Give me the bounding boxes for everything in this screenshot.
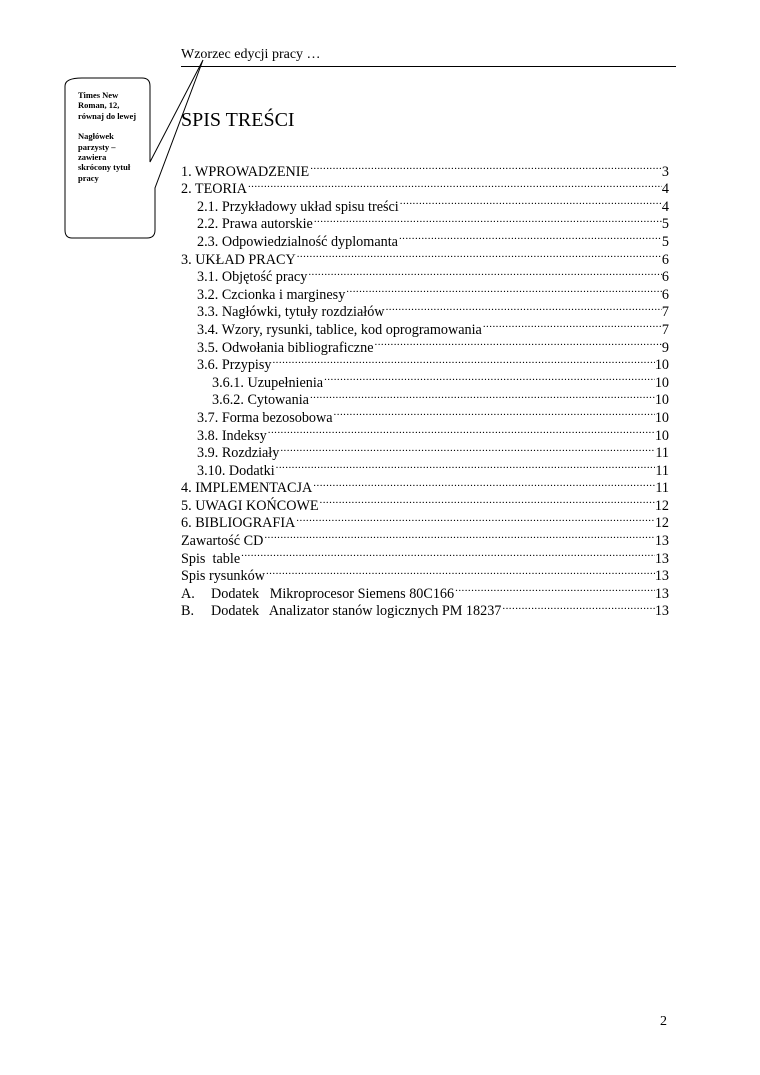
toc-entry-label: 1. WPROWADZENIE [181,163,310,180]
toc-entry-label: Zawartość CD [181,533,264,550]
toc-entry-label: 3.9. Rozdziały [197,445,280,462]
toc-leader-dots [399,193,662,211]
toc-leader-dots [295,510,655,528]
toc-entry[interactable] [181,158,669,180]
toc-leader-dots [267,422,655,440]
toc-leader-dots [454,580,655,598]
toc-leader-dots [333,404,655,422]
appendix-letter: A. [181,585,195,602]
toc-entry-page: 11 [655,462,669,479]
table-of-contents [181,158,669,620]
toc-entry-page: 13 [654,533,669,550]
toc-leader-dots [312,475,655,493]
toc-entry-label: 2.1. Przykładowy układ spisu treści [197,198,399,215]
toc-entry-label: Spis table [181,550,241,567]
toc-entry[interactable] [181,176,669,198]
toc-entry[interactable] [181,563,669,585]
toc-entry-label: 3.6.2. Cytowania [212,392,309,409]
toc-entry-page: 13 [654,550,669,567]
toc-entry-label: 4. IMPLEMENTACJA [181,480,313,497]
toc-entry-label: 3.5. Odwołania bibliograficzne [197,339,374,356]
toc-entry-label: Dodatek Analizator stanów logicznych PM 18237 [211,603,502,620]
toc-entry-page: 10 [654,409,669,426]
callout-text [78,90,138,183]
toc-entry-page: 13 [654,603,669,620]
toc-leader-dots [313,211,662,229]
toc-entry-label: 3.10. Dodatki [197,462,275,479]
toc-entry-page: 7 [661,321,669,338]
toc-leader-dots [263,527,654,545]
toc-entry-page: 13 [654,585,669,602]
toc-entry-label: Dodatek Mikroprocesor Siemens 80C166 [211,585,455,602]
toc-leader-dots [240,545,655,563]
toc-leader-dots [275,457,656,475]
toc-title: SPIS TREŚCI [181,109,295,131]
toc-leader-dots [307,264,662,282]
toc-entry[interactable] [181,193,669,215]
toc-entry-page: 4 [661,181,669,198]
toc-entry-page: 10 [654,427,669,444]
toc-entry-page: 6 [661,251,669,268]
toc-entry-label: 3.3. Nagłówki, tytuły rozdziałów [197,304,385,321]
toc-leader-dots [482,316,662,334]
toc-leader-dots [374,334,662,352]
toc-leader-dots [345,281,662,299]
toc-leader-dots [319,492,655,510]
toc-leader-dots [309,158,662,176]
toc-entry-page: 10 [654,392,669,409]
toc-entry-page: 13 [654,568,669,585]
toc-leader-dots [385,299,662,317]
toc-entry-label: 2. TEORIA [181,181,247,198]
toc-entry-page: 6 [661,286,669,303]
toc-leader-dots [398,228,662,246]
toc-entry-label: 3.8. Indeksy [197,427,267,444]
toc-entry-label: 6. BIBLIOGRAFIA [181,515,296,532]
toc-entry-label: Spis rysunków [181,568,265,585]
toc-entry-page: 11 [655,480,669,497]
toc-entry-page: 10 [654,357,669,374]
toc-entry-label: 3.6. Przypisy [197,357,272,374]
toc-entry-page: 9 [661,339,669,356]
toc-entry-label: 3.4. Wzory, rysunki, tablice, kod oprogramowania [197,321,482,338]
toc-leader-dots [323,369,655,387]
toc-leader-dots [265,563,655,581]
toc-entry-page: 10 [654,374,669,391]
toc-entry-label: 3.2. Czcionka i marginesy [197,286,346,303]
toc-entry-page: 3 [661,163,669,180]
toc-leader-dots [271,352,654,370]
toc-leader-dots [309,387,655,405]
toc-entry-page: 5 [661,216,669,233]
toc-entry-page: 12 [654,497,669,514]
page-number: 2 [660,1014,667,1029]
toc-entry[interactable] [181,545,669,567]
toc-entry-label: 3.1. Objętość pracy [197,269,308,286]
toc-entry-page: 6 [661,269,669,286]
toc-leader-dots [279,440,655,458]
toc-leader-dots [296,246,662,264]
toc-entry-page: 11 [655,445,669,462]
toc-entry-label: 2.2. Prawa autorskie [197,216,313,233]
toc-entry-page: 12 [654,515,669,532]
toc-entry-page: 4 [661,198,669,215]
toc-entry-label: 3. UKŁAD PRACY [181,251,296,268]
toc-entry-label: 3.7. Forma bezosobowa [197,409,333,426]
callout-header-note: Nagłówek parzysty – zawiera skrócony tytuł pracy [78,131,131,183]
toc-leader-dots [501,598,654,616]
toc-entry-label: 2.3. Odpowiedzialność dyplomanta [197,233,398,250]
toc-entry-page: 7 [661,304,669,321]
toc-entry-label: 5. UWAGI KOŃCOWE [181,497,319,514]
appendix-letter: B. [181,603,195,620]
callout-font-note: Times New Roman, 12, równaj do lewej [78,90,137,121]
toc-entry-label: 3.6.1. Uzupełnienia [212,374,324,391]
running-header: Wzorzec edycji pracy … [181,47,321,62]
toc-entry-page: 5 [661,233,669,250]
toc-leader-dots [247,176,662,194]
